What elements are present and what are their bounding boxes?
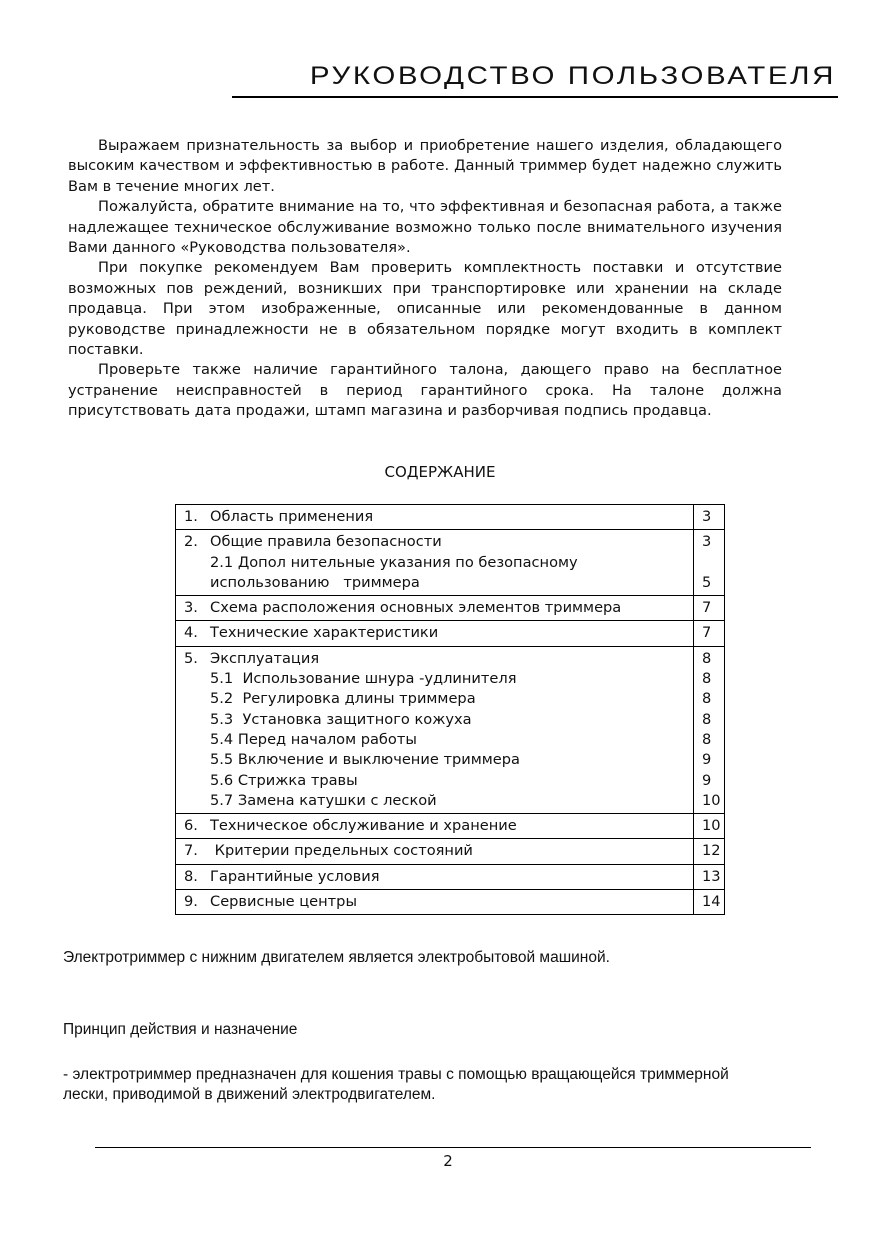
toc-entry-number: 9.	[184, 893, 198, 911]
toc-entry-cell	[176, 530, 694, 596]
toc-entry[interactable]	[184, 867, 693, 887]
toc-entry-cell	[176, 646, 694, 813]
toc-entry-label: 2.1 Допол нительные указания по безопасному	[210, 553, 578, 571]
toc-entry-number: 5.	[184, 649, 198, 667]
header-rule	[232, 96, 838, 98]
toc-page-cell	[694, 505, 725, 530]
toc-entry-cell	[176, 864, 694, 889]
toc-entry-cell	[176, 814, 694, 839]
toc-row	[176, 596, 725, 621]
toc-row	[176, 646, 725, 813]
toc-page-number: 3	[702, 533, 712, 551]
toc-entry-label: Общие правила безопасности	[210, 533, 442, 551]
toc-row	[176, 890, 725, 915]
toc-page-number: 7	[702, 624, 712, 642]
toc-entry-number: 2.	[184, 533, 198, 551]
toc-entry-number: 4.	[184, 624, 198, 642]
toc-page-number: 12	[702, 842, 721, 860]
toc-subentry[interactable]	[184, 710, 693, 730]
toc-page-cell	[694, 530, 725, 596]
toc-entry[interactable]	[184, 892, 693, 912]
toc-entry-number: 3.	[184, 599, 198, 617]
toc-page-number: 8	[702, 670, 712, 688]
toc-page-number: 3	[702, 508, 712, 525]
toc-row	[176, 839, 725, 864]
intro-paragraph: При покупке рекомендуем Вам проверить комплектность поставки и отсутствие возможных пов реждений, возникших при транспортировке или хранении на складе продавца. При этом изображенные, описанные или рекомендованные в данном руководстве принадлежности не в обязательном порядке могут входить в комплект поставки.	[68, 259, 782, 359]
toc-subentry[interactable]	[184, 689, 693, 709]
toc-entry-label: 5.6 Стрижка травы	[210, 771, 358, 789]
toc-page-number: 5	[702, 573, 712, 591]
toc-page-cell	[694, 621, 725, 646]
toc-subentry[interactable]	[184, 553, 693, 573]
toc-entry[interactable]	[184, 816, 693, 836]
toc-entry[interactable]	[184, 598, 693, 618]
toc-row	[176, 621, 725, 646]
toc-row	[176, 814, 725, 839]
toc-page-cell	[694, 890, 725, 915]
toc-entry-label: Техническое обслуживание и хранение	[210, 817, 517, 835]
toc-page-number: 9	[702, 751, 712, 769]
toc-entry-number: 8.	[184, 867, 198, 885]
toc-subentry[interactable]	[184, 791, 693, 811]
section-text: - электротриммер предназначен для кошения травы с помощью вращающейся триммерной лески, приводимой в движений электродвигателем.	[63, 1066, 729, 1103]
toc-entry[interactable]	[184, 532, 693, 552]
toc-page-number: 9	[702, 771, 712, 789]
document-header-title: РУКОВОДСТВО ПОЛЬЗОВАТЕЛЯ	[309, 62, 836, 90]
toc-entry-cell	[176, 890, 694, 915]
toc-entry-label: 5.3 Установка защитного кожуха	[210, 710, 472, 728]
toc-entry-cell	[176, 621, 694, 646]
toc-entry-label: Гарантийные условия	[210, 867, 380, 885]
toc-subentry[interactable]	[184, 573, 693, 593]
toc-entry[interactable]	[184, 507, 693, 527]
table-of-contents	[175, 504, 725, 915]
toc-entry[interactable]	[184, 649, 693, 669]
toc-row	[176, 530, 725, 596]
statement-text: Электротриммер с нижним двигателем является электробытовой машиной.	[63, 949, 610, 966]
toc-page-number: 8	[702, 730, 712, 748]
toc-entry-number: 6.	[184, 817, 198, 835]
toc-entry-number: 1.	[184, 508, 198, 525]
toc-page-cell	[694, 596, 725, 621]
toc-subentry[interactable]	[184, 730, 693, 750]
toc-entry-number: 7.	[184, 842, 198, 860]
toc-row	[176, 505, 725, 530]
toc-entry-label: 5.2 Регулировка длины триммера	[210, 690, 476, 708]
toc-entry-cell	[176, 839, 694, 864]
toc-entry-label: 5.7 Замена катушки с леской	[210, 791, 437, 809]
intro-paragraph: Проверьте также наличие гарантийного талона, дающего право на бесплатное устранение неисправностей в период гарантийного срока. На талоне должна присутствовать дата продажи, штамп магазина и разборчивая подпись продавца.	[68, 361, 782, 420]
toc-entry[interactable]	[184, 841, 693, 861]
toc-page-cell	[694, 839, 725, 864]
toc-entry-label: Критерии предельных состояний	[210, 842, 473, 860]
toc-title: СОДЕРЖАНИЕ	[384, 463, 496, 481]
toc-entry-label: Эксплуатация	[210, 649, 320, 667]
toc-entry-label: Технические характеристики	[210, 624, 439, 642]
toc-page-number: 10	[702, 791, 721, 809]
toc-page-number: 7	[702, 599, 712, 617]
page-number: 2	[443, 1152, 453, 1170]
section-title: Принцип действия и назначение	[63, 1021, 298, 1038]
toc-page-number: 13	[702, 867, 721, 885]
toc-entry[interactable]	[184, 623, 693, 643]
toc-page-number	[702, 553, 724, 573]
toc-page-cell	[694, 864, 725, 889]
toc-page-number: 8	[702, 710, 712, 728]
toc-entry-label: Схема расположения основных элементов триммера	[210, 599, 622, 617]
toc-page-number: 10	[702, 817, 721, 835]
toc-subentry[interactable]	[184, 669, 693, 689]
toc-entry-label: 5.1 Использование шнура -удлинителя	[210, 670, 517, 688]
toc-page-number: 14	[702, 893, 721, 911]
toc-entry-cell	[176, 596, 694, 621]
intro-text	[68, 136, 782, 422]
toc-page-number: 8	[702, 649, 712, 667]
toc-page-cell	[694, 646, 725, 813]
toc-page-cell	[694, 814, 725, 839]
toc-subentry[interactable]	[184, 771, 693, 791]
toc-entry-label: Сервисные центры	[210, 893, 357, 911]
intro-paragraph: Выражаем признательность за выбор и приобретение нашего изделия, обладающего высоким качеством и эффективностью в работе. Данный триммер будет надежно служить Вам в течение многих лет.	[68, 137, 782, 195]
toc-page-number: 8	[702, 690, 712, 708]
toc-entry-label: использованию триммера	[210, 573, 420, 591]
footer-rule	[95, 1147, 811, 1148]
toc-entry-cell	[176, 505, 694, 530]
intro-paragraph: Пожалуйста, обратите внимание на то, что эффективная и безопасная работа, а также надлежащее техническое обслуживание возможно только после внимательного изучения Вами данного «Руководства пользователя».	[68, 198, 782, 257]
toc-entry-label: Область применения	[210, 508, 374, 525]
toc-subentry[interactable]	[184, 750, 693, 770]
toc-row	[176, 864, 725, 889]
toc-entry-label: 5.5 Включение и выключение триммера	[210, 751, 520, 769]
toc-entry-label: 5.4 Перед началом работы	[210, 730, 417, 748]
